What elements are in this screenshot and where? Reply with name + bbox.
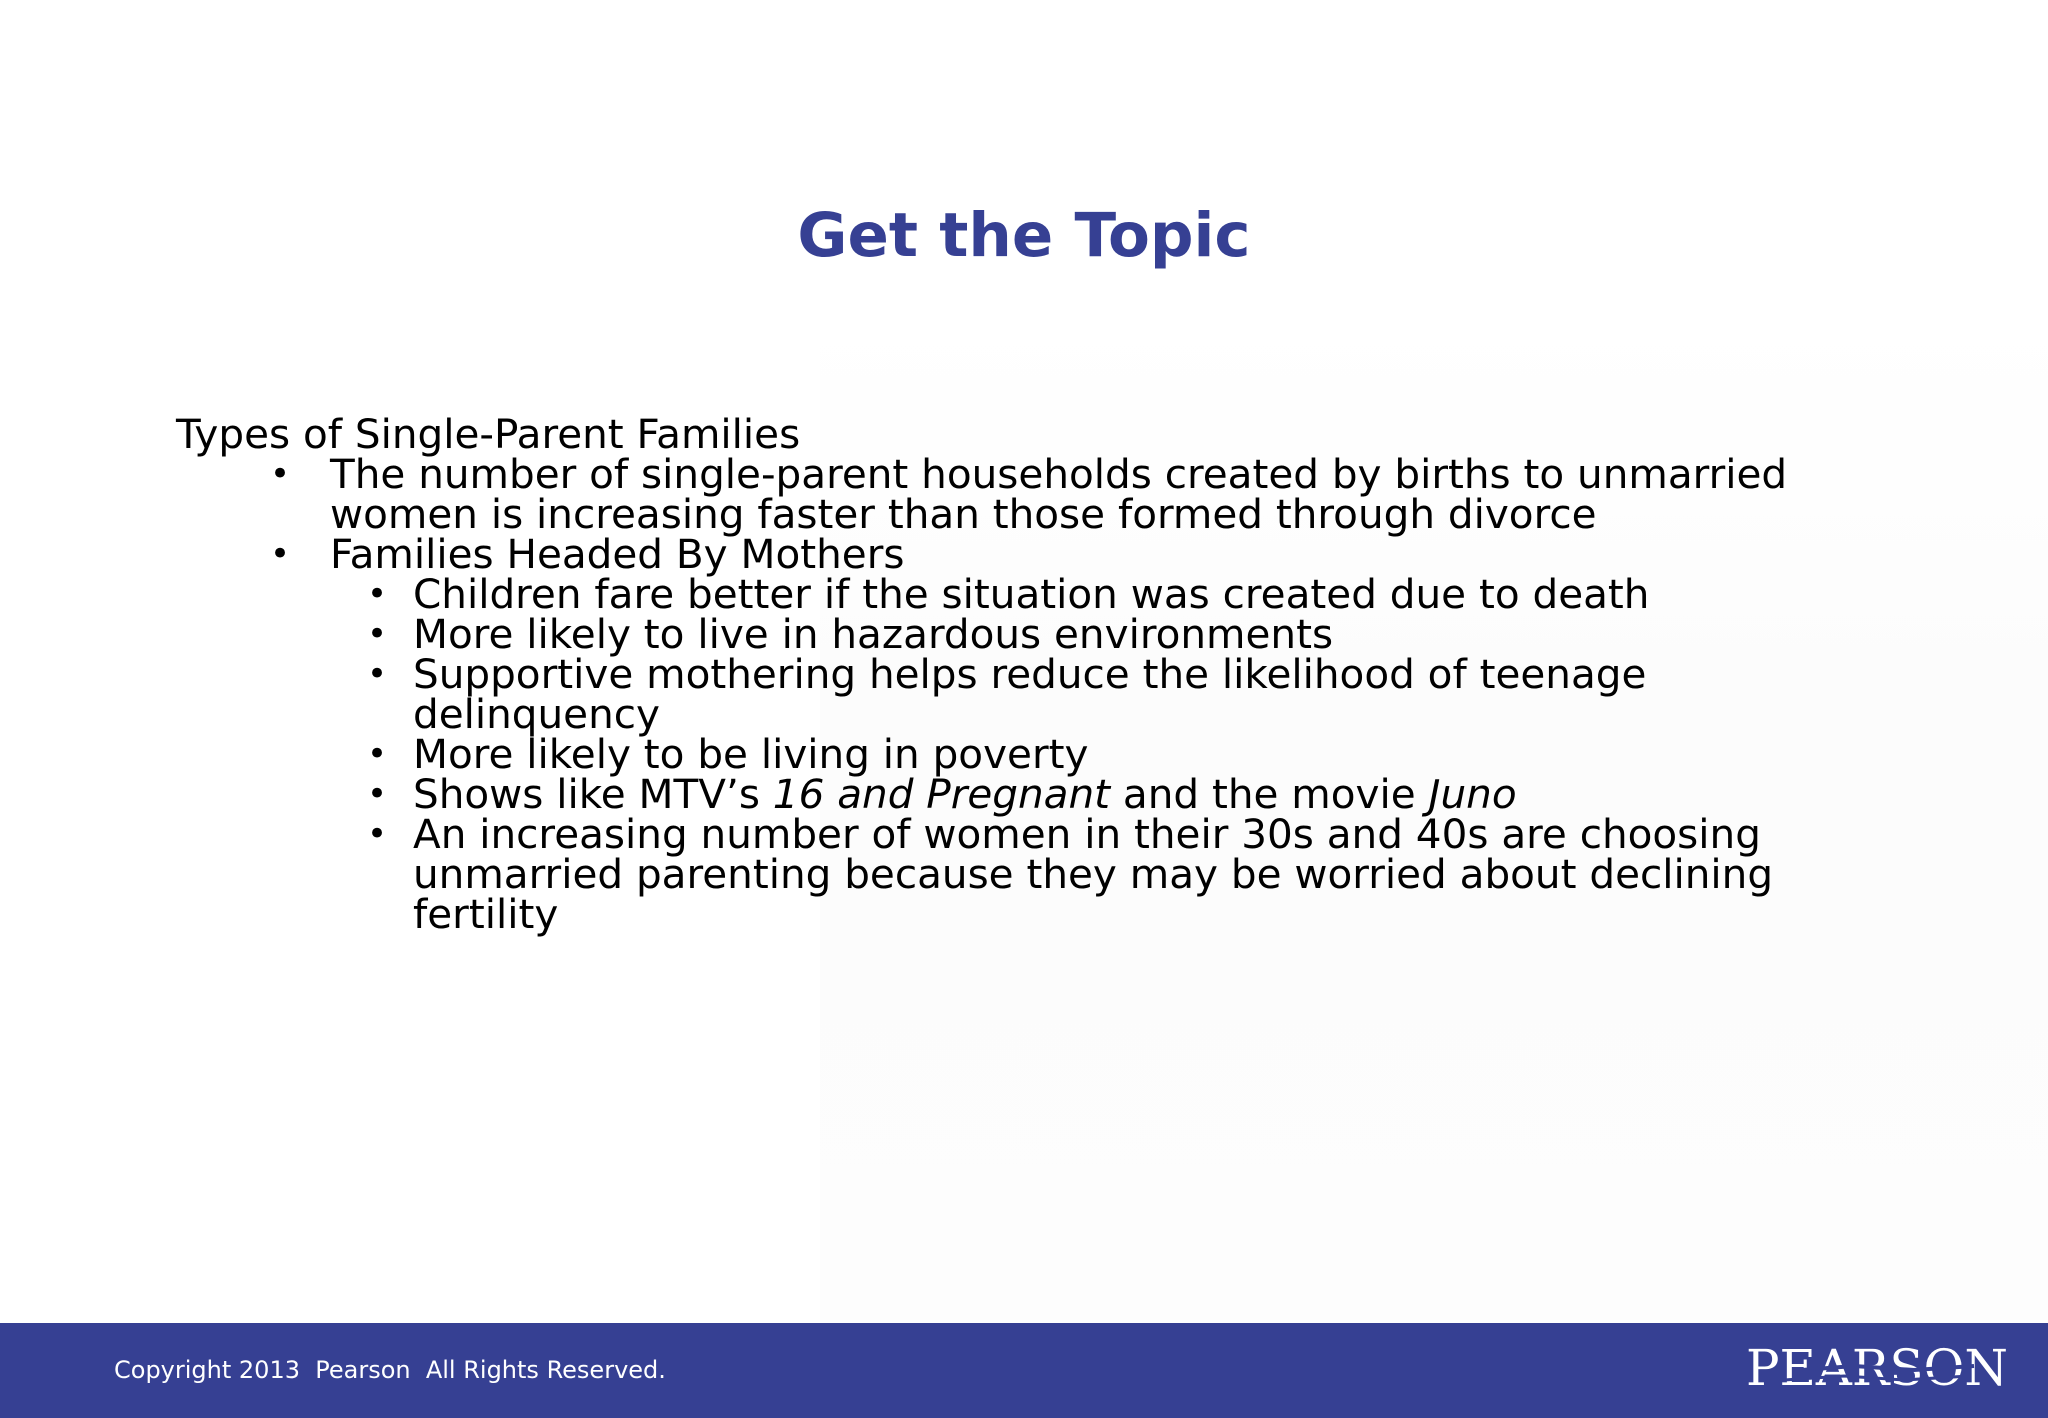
list-item [367,770,1876,818]
slide-body [176,410,1876,938]
bullet-text: Supportive mothering helps reduce the likelihood of teenage delinquency [413,650,1647,738]
bullet-text: The number of single-parent households created by births to unmarried women is increasing faster than those formed through divorce [330,450,1788,538]
bullet-icon: • [367,814,388,854]
list-item [270,450,1876,538]
copyright-text: Copyright 2013 Pearson All Rights Reserved. [114,1356,666,1384]
bullet-icon: • [270,454,291,494]
show-title: 16 and Pregnant [772,770,1111,818]
list-item [367,810,1876,938]
bullet-icon: • [367,734,388,774]
slide-title: Get the Topic [797,200,1251,271]
list-item [367,570,1876,618]
bullet-icon: • [367,654,388,694]
bullet-icon: • [270,534,291,574]
list-item [367,610,1876,658]
bullet-text: Families Headed By Mothers [330,530,905,578]
pearson-logo-text: PEARSON [1746,1340,2008,1392]
section-heading: Types of Single-Parent Families [176,410,801,458]
bullet-icon: • [367,774,388,814]
main-bullet-list [176,450,1876,938]
bullet-icon: • [367,614,388,654]
list-item [367,730,1876,778]
pearson-logo [1744,1340,2010,1392]
list-item [270,530,1876,938]
bullet-text-middle: and the movie [1110,770,1429,818]
list-item [367,650,1876,738]
bullet-text: An increasing number of women in their 30s and 40s are choosing unmarried parenting because they may be worried about declining fertility [413,810,1774,938]
movie-title: Juno [1428,770,1517,818]
bullet-text: More likely to be living in poverty [413,730,1089,778]
footer-bar [0,1323,2048,1418]
bullet-text-prefix: Shows like MTV’s [413,770,773,818]
bullet-text: More likely to live in hazardous environments [413,610,1334,658]
sub-bullet-list [330,570,1876,938]
bullet-text: Children fare better if the situation was created due to death [413,570,1650,618]
bullet-icon: • [367,574,388,614]
